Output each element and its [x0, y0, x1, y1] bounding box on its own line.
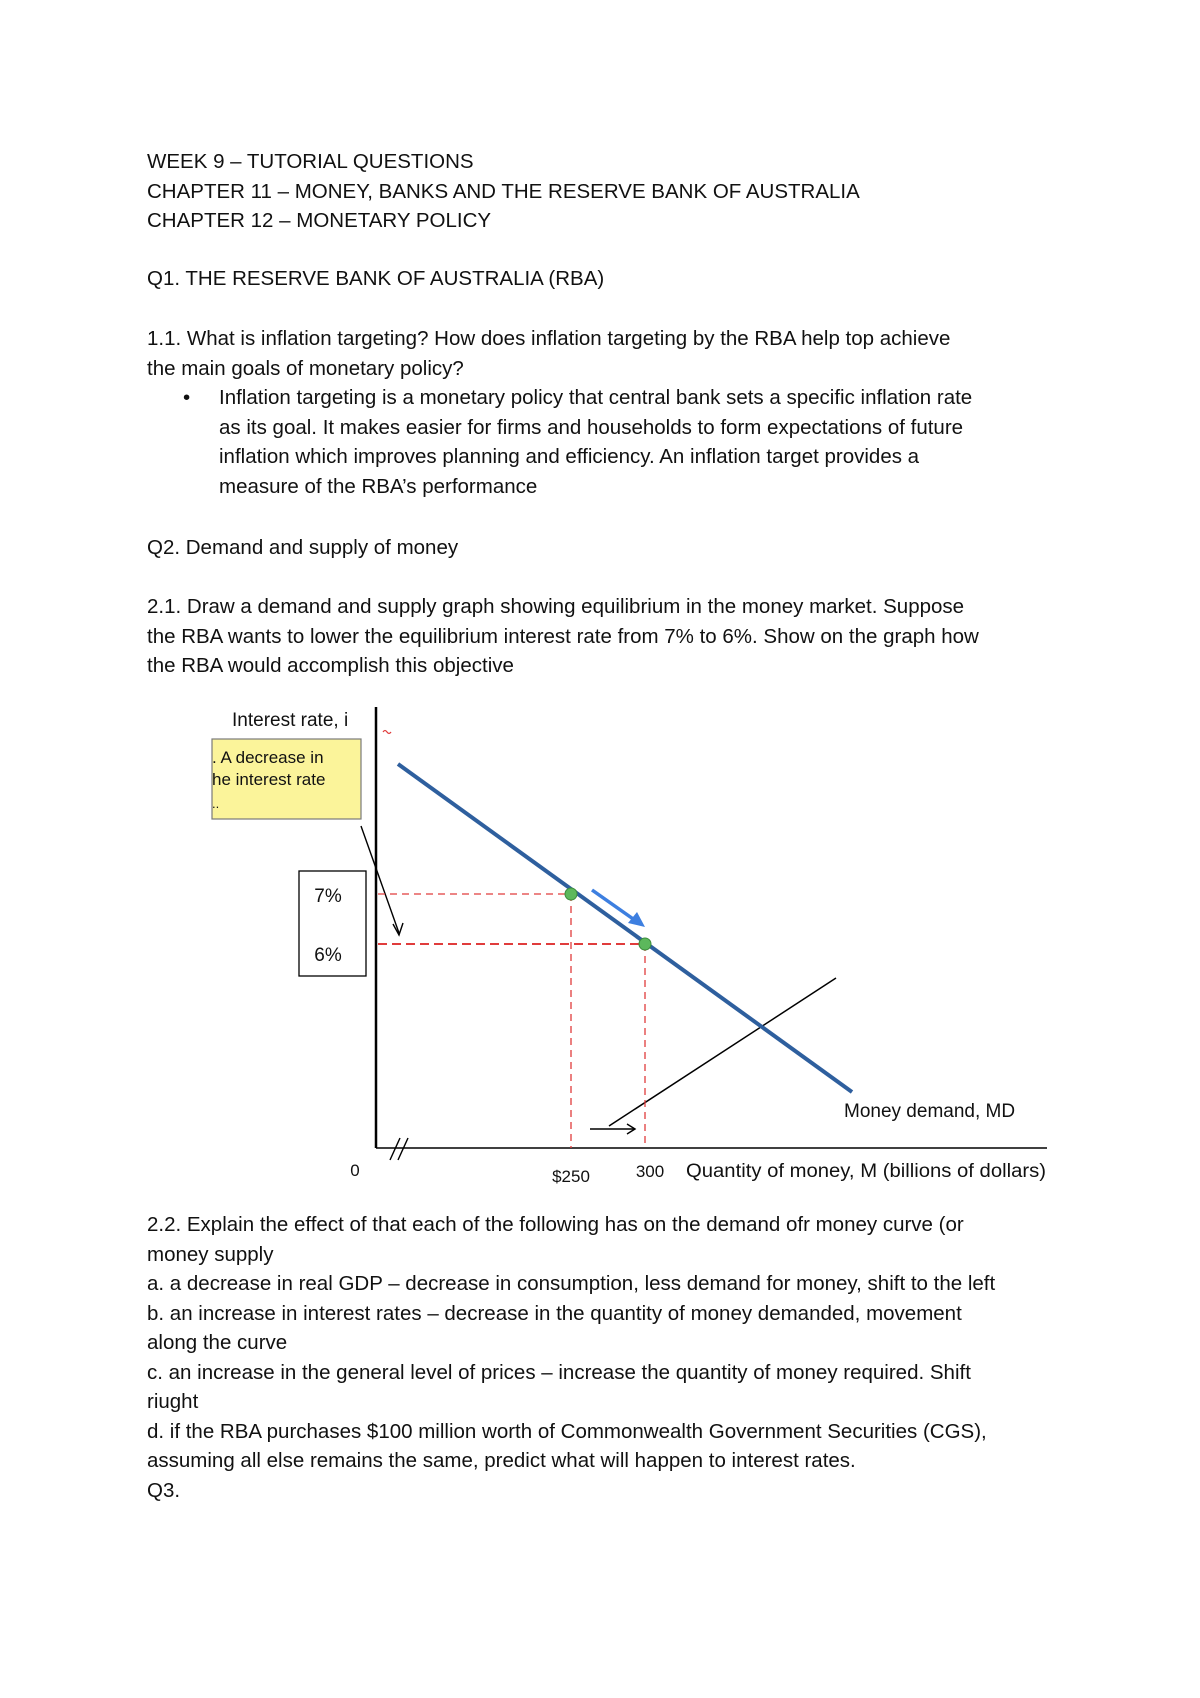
q2-heading: Q2. Demand and supply of money [147, 536, 459, 559]
axis-break-mark [398, 1138, 408, 1160]
movement-arrowhead [628, 912, 645, 927]
q1-heading: Q1. THE RESERVE BANK OF AUSTRALIA (RBA) [147, 267, 605, 290]
chapter-12-title: CHAPTER 12 – MONETARY POLICY [147, 209, 492, 232]
q2-part2-line: along the curve [147, 1331, 288, 1354]
x-tick-label-250: $250 [552, 1167, 590, 1186]
money-demand-label: Money demand, MD [844, 1101, 1016, 1122]
origin-label: 0 [350, 1161, 360, 1180]
q1-answer-line: measure of the RBA’s performance [219, 474, 538, 498]
q1-answer-line: inflation which improves planning and efficiency. An inflation target provides a [219, 445, 920, 468]
x-tick-label-300: 300 [635, 1162, 665, 1181]
q1-question-line: 1.1. What is inflation targeting? How does inflation targeting by the RBA help top achieve [147, 327, 951, 350]
callout-line: he interest rate [212, 770, 326, 789]
q1-answer-line: Inflation targeting is a monetary policy that central bank sets a specific inflation rate [219, 386, 973, 409]
callout-leader-line [361, 826, 399, 933]
x-axis-label: Quantity of money, M (billions of dollars) [686, 1161, 1046, 1182]
q2-part2-line: c. an increase in the general level of prices – increase the quantity of money required. Shift [147, 1360, 971, 1384]
y-axis-label: Interest rate, i [232, 710, 349, 731]
q2-part2-line: riught [147, 1390, 199, 1413]
callout-line: .. [212, 796, 220, 811]
equilibrium-point [565, 888, 577, 900]
y-tick-label-6: 6% [314, 945, 342, 966]
q2-part2-line: b. an increase in interest rates – decrease in the quantity of money demanded, movement [147, 1301, 962, 1325]
q3-heading: Q3. [147, 1478, 181, 1502]
callout-line: . A decrease in [212, 748, 324, 767]
bullet-icon: • [183, 386, 191, 409]
q2-part2-line: d. if the RBA purchases $100 million worth of Commonwealth Government Securities (CGS), [147, 1419, 987, 1443]
q2-question-line: the RBA would accomplish this objective [147, 654, 514, 677]
y-tick-label-7: 7% [314, 886, 342, 907]
equilibrium-point [639, 938, 651, 950]
q2-part2-line: assuming all else remains the same, predict what will happen to interest rates. [147, 1449, 856, 1472]
money-demand-line [398, 764, 852, 1092]
q1-answer-line: as its goal. It makes easier for firms and households to form expectations of future [219, 415, 964, 439]
q2-part2-line: a. a decrease in real GDP – decrease in consumption, less demand for money, shift to the left [147, 1272, 996, 1295]
guide-lines-group [378, 894, 645, 1148]
q2-part2 [147, 1210, 1077, 1505]
week-title: WEEK 9 – TUTORIAL QUESTIONS [147, 150, 474, 173]
q2-question-line: the RBA wants to lower the equilibrium interest rate from 7% to 6%. Show on the graph how [147, 624, 979, 648]
q2-question-line: 2.1. Draw a demand and supply graph showing equilibrium in the money market. Suppose [147, 595, 965, 618]
spellcheck-underline [383, 731, 391, 734]
q2-part2-line: money supply [147, 1242, 274, 1266]
q2-part2-line: 2.2. Explain the effect of that each of the following has on the demand ofr money curve (or [147, 1213, 964, 1236]
chapter-11-title: CHAPTER 11 – MONEY, BANKS AND THE RESERVE BANK OF AUSTRALIA [147, 179, 860, 203]
movement-arrow [592, 890, 636, 921]
q1-question-line: the main goals of monetary policy? [147, 356, 464, 380]
axis-break-mark [390, 1138, 400, 1160]
